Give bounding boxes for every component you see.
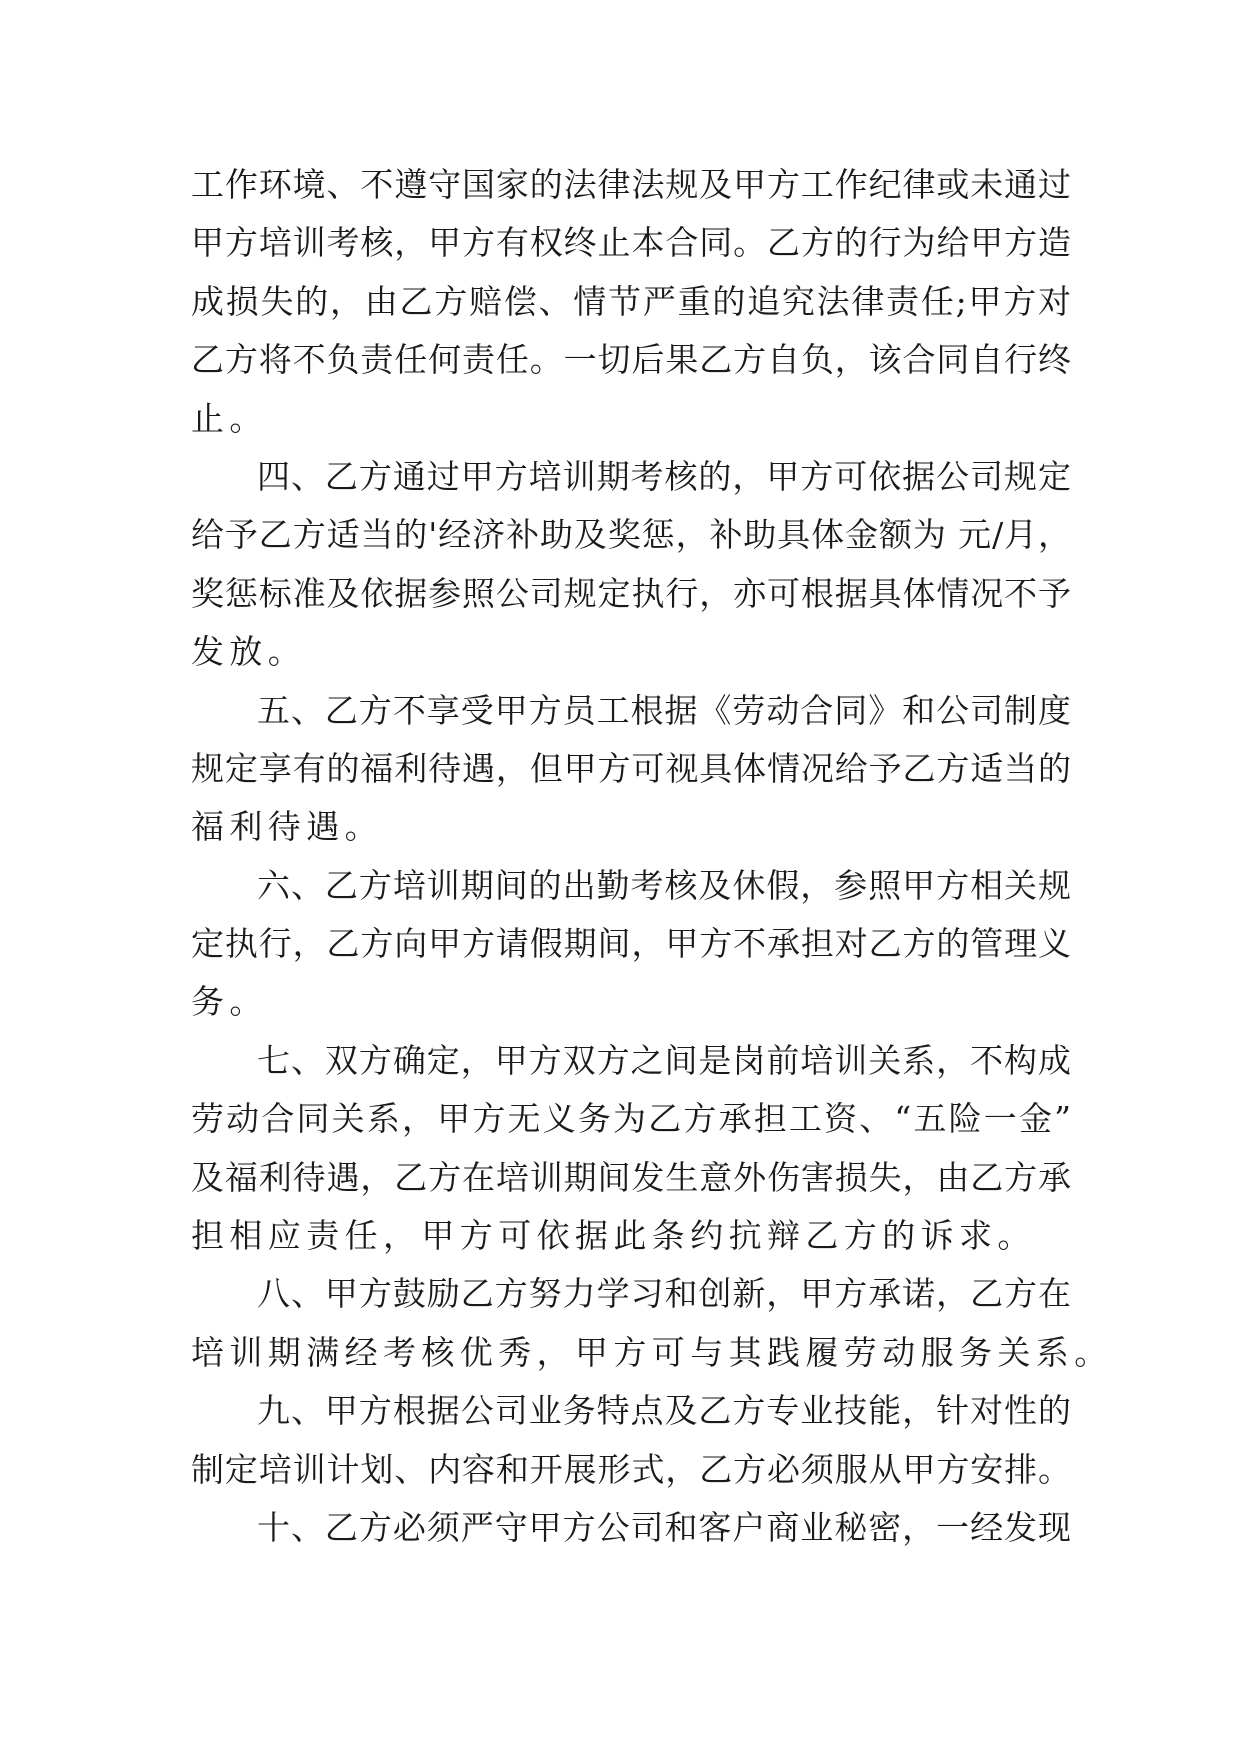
clause-7-line-3: 及福利待遇，乙方在培训期间发生意外伤害损失，由乙方承 [191,1157,1071,1197]
text-line-1: 工作环境、不遵守国家的法律法规及甲方工作纪律或未通过 [191,165,1071,204]
text-line-3: 成损失的，由乙方赔偿、情节严重的追究法律责任;甲方对 [191,281,1071,321]
clause-9-line-1: 九、甲方根据公司业务特点及乙方专业技能，针对性的 [257,1391,1071,1431]
text-line-2: 甲方培训考核，甲方有权终止本合同。乙方的行为给甲方造 [191,223,1071,263]
clause-8-line-1: 八、甲方鼓励乙方努力学习和创新，甲方承诺，乙方在 [257,1274,1071,1314]
clause-7-line-2: 劳动合同关系，甲方无义务为乙方承担工资、“五险一金” [191,1099,1071,1139]
contract-body-text [191,156,1113,1557]
clause-4-line-2: 给予乙方适当的'经济补助及奖惩，补助具体金额为 元/月， [191,515,1071,555]
clause-5-line-3: 福利待遇。 [191,807,383,847]
clause-8-line-2: 培训期满经考核优秀，甲方可与其践履劳动服务关系。 [191,1332,1113,1372]
clause-5-line-1: 五、乙方不享受甲方员工根据《劳动合同》和公司制度 [257,690,1071,730]
clause-4-line-4: 发放。 [191,632,307,672]
text-line-5: 止。 [191,398,268,438]
clause-6-line-3: 务。 [191,982,268,1022]
clause-5-line-2: 规定享有的福利待遇，但甲方可视具体情况给予乙方适当的 [191,748,1071,788]
clause-7-line-4: 担相应责任，甲方可依据此条约抗辩乙方的诉求。 [191,1216,1036,1256]
clause-6-line-1: 六、乙方培训期间的出勤考核及休假，参照甲方相关规 [257,865,1071,905]
clause-4-line-3: 奖惩标准及依据参照公司规定执行，亦可根据具体情况不予 [191,573,1071,613]
clause-9-line-2: 制定培训计划、内容和开展形式，乙方必须服从甲方安排。 [191,1449,1071,1489]
text-line-4: 乙方将不负责任何责任。一切后果乙方自负，该合同自行终 [191,340,1071,380]
clause-7-line-1: 七、双方确定，甲方双方之间是岗前培训关系，不构成 [257,1040,1071,1080]
clause-10-line-1: 十、乙方必须严守甲方公司和客户商业秘密，一经发现 [257,1507,1071,1547]
clause-6-line-2: 定执行，乙方向甲方请假期间，甲方不承担对乙方的管理义 [191,924,1071,964]
clause-4-line-1: 四、乙方通过甲方培训期考核的，甲方可依据公司规定 [257,456,1071,496]
